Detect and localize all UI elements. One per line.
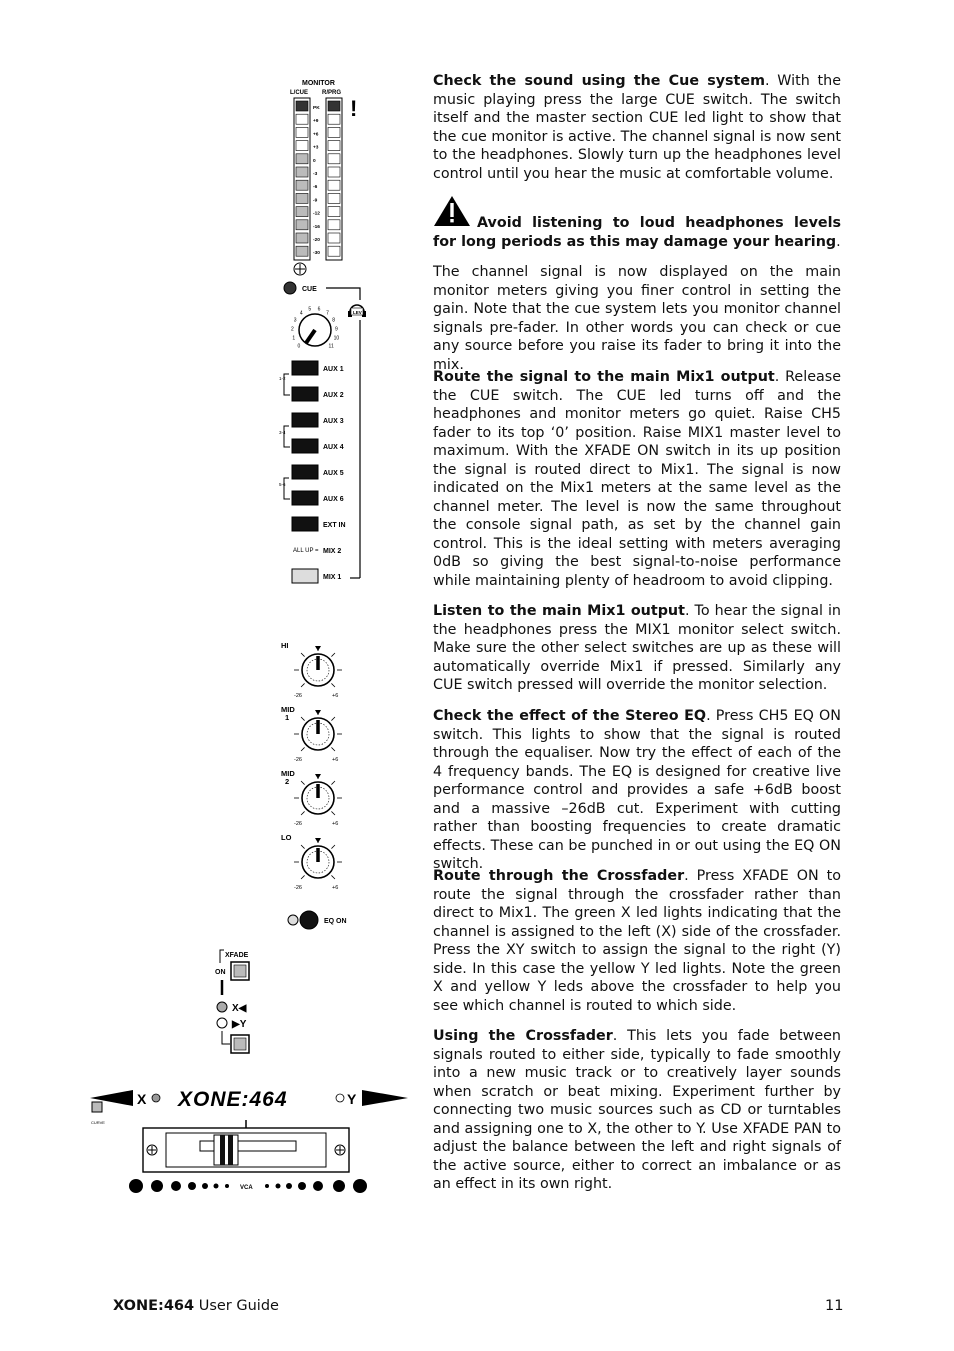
select-button-label: AUX 6 bbox=[323, 496, 344, 503]
knob-scale-label: 10 bbox=[333, 335, 340, 342]
paragraph-stereo-eq bbox=[433, 707, 841, 874]
knob-scale-label: 1 bbox=[292, 335, 296, 342]
meter-right-segment bbox=[328, 180, 340, 190]
warning-text: Avoid listening to loud headphones levels for long periods as this may damage your hearing bbox=[433, 215, 841, 250]
fader-scale-dot bbox=[225, 1184, 229, 1188]
eq-max-label: +6 bbox=[332, 693, 339, 699]
fader-scale-dot bbox=[276, 1184, 281, 1189]
meter-left-segment bbox=[296, 114, 308, 124]
warning-triangle-icon bbox=[433, 195, 471, 233]
meter-scale-label: PK bbox=[313, 106, 320, 111]
meter-right-segment bbox=[328, 127, 340, 137]
headphones-icon bbox=[348, 305, 366, 317]
fader-scale-dot bbox=[188, 1182, 196, 1190]
body-cue-system: . With the music playing press the large CUE switch. The switch itself and the master section CUE led light to show that the cue monitor is active. The channel signal is now sent to the headphones. Slowly turn up the headphones level control until you hear the music at comfortable volume. bbox=[433, 73, 841, 182]
eq-on-label: EQ ON bbox=[324, 918, 347, 925]
meter-right-segment bbox=[328, 114, 340, 124]
eq-on-led bbox=[288, 915, 298, 925]
meter-right-segment bbox=[328, 101, 340, 111]
warning-end: . bbox=[836, 233, 841, 250]
all-up-label: ALL UP = bbox=[293, 548, 319, 554]
fader-scale-dot bbox=[202, 1183, 208, 1189]
warning-icon: ! bbox=[350, 96, 358, 121]
heading-crossfader-route: Route through the Crossfader bbox=[433, 868, 685, 884]
eq-on-button[interactable] bbox=[300, 911, 318, 929]
eq-knob[interactable] bbox=[294, 774, 342, 815]
curve-label: CURVE bbox=[91, 1120, 105, 1125]
select-button[interactable] bbox=[292, 517, 318, 531]
meter-scale-label: 0 bbox=[313, 158, 316, 164]
meter-right-segment bbox=[328, 141, 340, 151]
paragraph-using-crossfader bbox=[433, 1027, 841, 1194]
on-label: ON bbox=[215, 969, 226, 976]
meter-scale-label: -3 bbox=[313, 172, 318, 177]
monitor-label: MONITOR bbox=[302, 80, 335, 87]
mixer-channel-diagram bbox=[0, 0, 420, 1230]
knob-scale-label: 6 bbox=[317, 306, 321, 313]
eq-knob[interactable] bbox=[294, 838, 342, 879]
body-crossfader-route: . Press XFADE ON to route the signal through the crossfader rather than direct to Mix1. The green X led lights indicating that the channel is assigned to the left (X) side of the crossfader. Press the XY switch to assign the signal to the right (Y) side. In this case the yellow Y led lights. Note the green X and yellow Y leds above the crossfader to help you see which channel is routed to which side. bbox=[433, 868, 842, 1014]
heading-using-crossfader: Using the Crossfader bbox=[433, 1028, 613, 1044]
select-button[interactable] bbox=[292, 413, 318, 427]
footer-title bbox=[113, 1298, 279, 1314]
fader-scale-dot bbox=[214, 1184, 219, 1189]
select-button[interactable] bbox=[292, 439, 318, 453]
eq-band-label: MID bbox=[281, 705, 295, 714]
crossfader[interactable] bbox=[143, 1120, 349, 1172]
xfade-label: XFADE bbox=[225, 952, 249, 959]
knob-scale-label: 3 bbox=[293, 317, 297, 324]
eq-min-label: -26 bbox=[294, 821, 302, 827]
fader-scale-dot bbox=[333, 1180, 345, 1192]
footer-guide: User Guide bbox=[194, 1298, 279, 1314]
select-button-label: MIX 2 bbox=[323, 548, 342, 555]
pair-1-2: 1-2 bbox=[279, 376, 286, 381]
paragraph-crossfader-route bbox=[433, 867, 841, 1015]
meter-scale-label: -6 bbox=[313, 185, 318, 191]
y-arrow bbox=[362, 1090, 408, 1106]
meter-left-segment bbox=[296, 101, 308, 111]
eq-knob[interactable] bbox=[294, 646, 342, 687]
paragraph-cue-system bbox=[433, 72, 841, 183]
knob-scale-label: 2 bbox=[291, 326, 294, 333]
knob-scale-label: 5 bbox=[308, 306, 312, 313]
x-led bbox=[217, 1002, 227, 1012]
page-number: 11 bbox=[825, 1298, 844, 1314]
select-button-label: AUX 1 bbox=[323, 366, 344, 373]
heading-listen-mix1: Listen to the main Mix1 output bbox=[433, 603, 685, 619]
headphone-level-knob[interactable] bbox=[299, 314, 331, 346]
pair-5-6: 5-6 bbox=[279, 482, 286, 487]
select-button[interactable] bbox=[292, 387, 318, 401]
meter-scale-label: +6 bbox=[313, 132, 319, 138]
vca-label: VCA bbox=[240, 1185, 253, 1191]
meter-left-segment bbox=[296, 220, 308, 230]
meter-scale-label: +9 bbox=[313, 119, 319, 125]
meter-scale-label: -30 bbox=[313, 251, 320, 257]
eq-band-label: LO bbox=[281, 833, 292, 842]
knob-scale-label: 4 bbox=[299, 310, 303, 317]
knob-scale-label: 7 bbox=[326, 310, 329, 317]
meter-left-segment bbox=[296, 141, 308, 151]
paragraph-meters: The channel signal is now displayed on the main monitor meters giving you finer control in setting the gain. Note that the cue system lets you monitor channel signals pre-fader. In other words you can check or cue any source before you raise its fader to bring it into the mix. bbox=[433, 264, 841, 373]
select-button-label: AUX 5 bbox=[323, 470, 344, 477]
heading-stereo-eq: Check the effect of the Stereo EQ bbox=[433, 708, 707, 724]
body-route-mix1: . Release the CUE switch. The CUE led turns off and the headphones and monitor meters go quiet. Raise CH5 fader to its top ‘0’ position. Raise MIX1 master level to maximum. With the XFADE ON switch in its up position the signal is routed direct to Mix1. The signal is now indicated on the Mix1 meters at the same level as the channel meter. The level is now the same throughout the console signal path, as set by the channel gain control. This is the ideal setting with meters averaging 0dB so giving the best signal-to-noise performance while maintaining plenty of headroom to avoid clipping. bbox=[433, 369, 841, 589]
paragraph-listen-mix1 bbox=[433, 602, 841, 695]
lev-label: LEV bbox=[353, 310, 362, 315]
fader-scale-dot bbox=[298, 1182, 306, 1190]
fader-scale-dot bbox=[353, 1179, 367, 1193]
meter-left-segment bbox=[296, 193, 308, 203]
warning-paragraph bbox=[433, 195, 841, 251]
select-button-label: AUX 2 bbox=[323, 392, 344, 399]
select-button[interactable] bbox=[292, 465, 318, 479]
eq-knob[interactable] bbox=[294, 710, 342, 751]
pair-3-4: 3-4 bbox=[279, 430, 286, 435]
knob-scale-label: 8 bbox=[332, 317, 336, 324]
eq-min-label: -26 bbox=[294, 757, 302, 763]
meter-scale-label: -12 bbox=[313, 211, 320, 217]
eq-band-label: MID bbox=[281, 769, 295, 778]
meter-right-segment bbox=[328, 193, 340, 203]
paragraph-route-mix1 bbox=[433, 368, 841, 590]
meter-left-segment bbox=[296, 233, 308, 243]
eq-max-label: +6 bbox=[332, 885, 339, 891]
meter-right-segment bbox=[328, 220, 340, 230]
meter-left-segment bbox=[296, 127, 308, 137]
meter-left-segment bbox=[296, 207, 308, 217]
eq-band-label: 1 bbox=[285, 713, 290, 722]
knob-scale-label: 0 bbox=[297, 343, 301, 350]
meter-scale-label: -9 bbox=[313, 198, 318, 204]
body-using-crossfader: . This lets you fade between signals routed to either side, typically to fade smoothly into a new music track or to creatively layer sounds when scratch or beat mixing. Experiment further by connecting two music sources such as CD or turntables and assigning one to X, the other to Y. Use XFADE PAN to adjust the balance between the left and right signals of the active source, either to correct an imbalance or as an effect in its own right. bbox=[433, 1028, 841, 1192]
y-led bbox=[217, 1018, 227, 1028]
xone-logo: XONE:464 bbox=[178, 1088, 288, 1111]
fader-scale-dot bbox=[171, 1181, 181, 1191]
meter-scale-label: -20 bbox=[313, 238, 320, 243]
meter-left-segment bbox=[296, 246, 308, 256]
footer-brand: XONE:464 bbox=[113, 1298, 195, 1314]
lcue-label: L/CUE bbox=[290, 90, 308, 96]
eq-band-label: HI bbox=[281, 641, 289, 650]
eq-min-label: -26 bbox=[294, 885, 302, 891]
body-listen-mix1: . To hear the signal in the headphones press the MIX1 monitor select switch. Make sure the other select switches are up as these will automatically override Mix1 if pressed. Similarly any CUE switch pressed will override the monitor selection. bbox=[433, 603, 841, 693]
eq-max-label: +6 bbox=[332, 757, 339, 763]
meter-right-segment bbox=[328, 233, 340, 243]
select-button[interactable] bbox=[292, 491, 318, 505]
meter-right-segment bbox=[328, 207, 340, 217]
select-button-label: AUX 3 bbox=[323, 418, 344, 425]
select-button[interactable] bbox=[292, 361, 318, 375]
heading-route-mix1: Route the signal to the main Mix1 output bbox=[433, 369, 775, 385]
x-side-label: X bbox=[137, 1091, 147, 1107]
y-assign-label: ▶Y bbox=[232, 1019, 247, 1030]
knob-scale-label: 9 bbox=[334, 326, 338, 333]
meter-scale-label: -16 bbox=[313, 224, 320, 230]
fader-scale-dot bbox=[313, 1181, 323, 1191]
fader-scale-dot bbox=[265, 1184, 269, 1188]
knob-scale-label: 11 bbox=[328, 343, 334, 350]
x-assign-label: X◀ bbox=[232, 1003, 247, 1014]
eq-max-label: +6 bbox=[332, 821, 339, 827]
eq-band-label: 2 bbox=[285, 777, 290, 786]
meter-right-segment bbox=[328, 246, 340, 256]
fader-scale-dot bbox=[286, 1183, 292, 1189]
meter-left-segment bbox=[296, 167, 308, 177]
meter-right-segment bbox=[328, 167, 340, 177]
select-button-label: AUX 4 bbox=[323, 444, 344, 451]
meter-left-segment bbox=[296, 154, 308, 164]
meter-right-segment bbox=[328, 154, 340, 164]
rprg-label: R/PRG bbox=[322, 90, 342, 96]
meter-left-segment bbox=[296, 180, 308, 190]
eq-min-label: -26 bbox=[294, 693, 302, 699]
select-button-label: EXT IN bbox=[323, 522, 346, 529]
curve-switch[interactable] bbox=[92, 1102, 102, 1112]
heading-cue-system: Check the sound using the Cue system bbox=[433, 73, 765, 89]
body-stereo-eq: . Press CH5 EQ ON switch. This lights to show that the signal is routed through the equaliser. Now try the effect of each of the 4 frequency bands. The EQ is designed for creative live performance control and provides a safe +6dB boost and a massive –26dB cut. Experiment with cutting rather than boosting frequencies to create dramatic effects. These can be punched in or out using the EQ ON switch. bbox=[433, 708, 841, 872]
fader-scale-dot bbox=[129, 1179, 143, 1193]
cue-led bbox=[284, 282, 296, 294]
fader-scale-dot bbox=[151, 1180, 163, 1192]
meter-scale-label: +3 bbox=[313, 145, 319, 151]
select-button[interactable] bbox=[292, 569, 318, 583]
select-button-label: MIX 1 bbox=[323, 574, 342, 581]
cue-label: CUE bbox=[302, 286, 317, 293]
y-side-label: Y bbox=[347, 1091, 357, 1107]
